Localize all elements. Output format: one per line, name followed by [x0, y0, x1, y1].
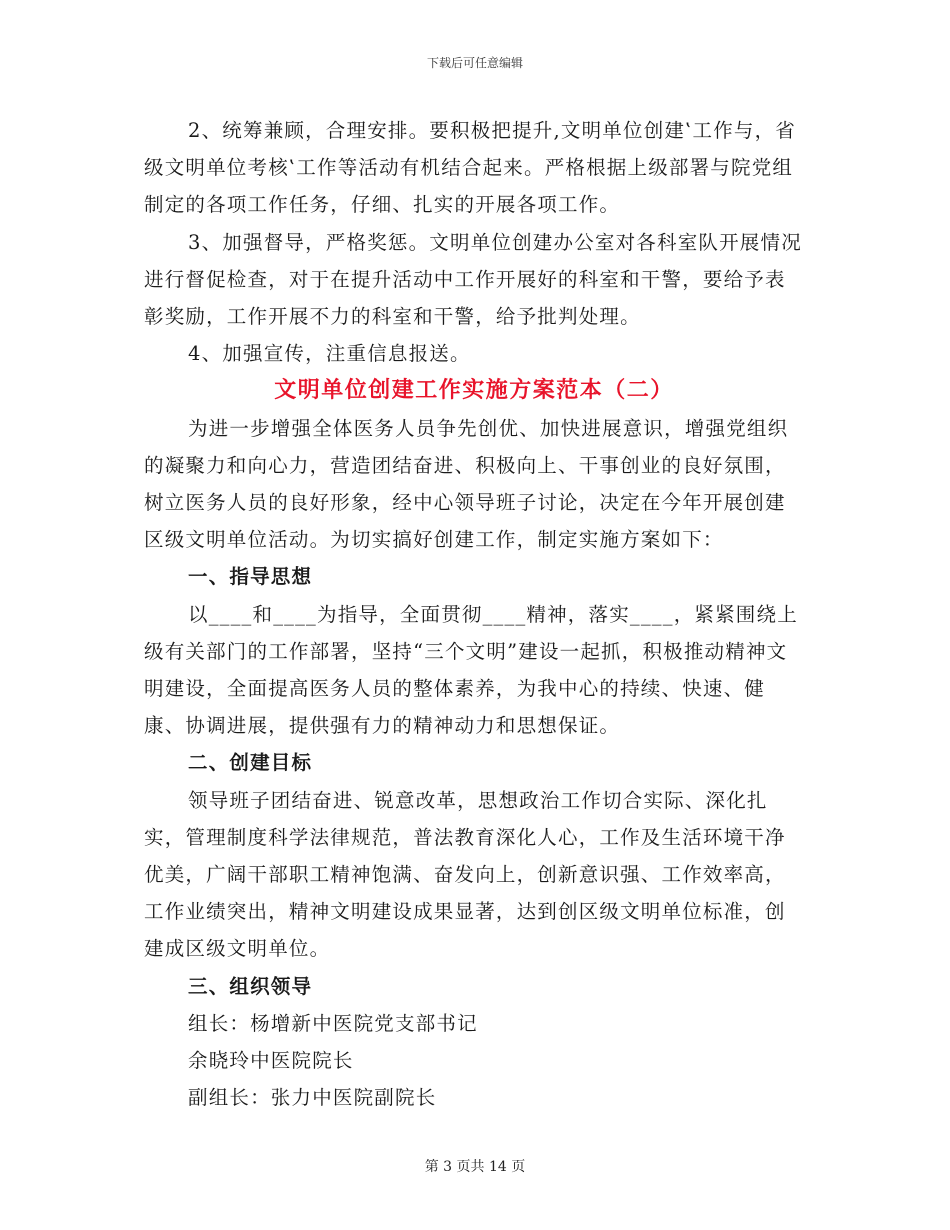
- heading-creation-goals: 二、创建目标: [188, 751, 313, 775]
- paragraph-item-2: 2、统筹兼顾，合理安排。要积极把提升,文明单位创建‛工作与，省级文明单位考核‛工作等活动有机结合起来。严格根据上级部署与院党组制定的各项工作任务，仔细、扎实的开展各项工作。: [144, 119, 797, 217]
- paragraph-item-4: 4、加强宣传，注重信息报送。: [188, 342, 471, 366]
- deputy-leader-line: 副组长：张力中医院副院长: [188, 1086, 437, 1110]
- page-footer: 第 3 页共 14 页: [424, 1159, 526, 1175]
- creation-goals-paragraph: 领导班子团结奋进、锐意改革，思想政治工作切合实际、深化扎实，管理制度科学法律规范，普法教育深化人心，工作及生活环境干净优美，广阔干部职工精神饱满、奋发向上，创新意识强、工作效率高，工作业绩突出，精神文明建设成果显著，达到创区级文明单位标准，创建成区级文明单位。: [144, 788, 786, 961]
- guiding-ideology-paragraph: 以____和____为指导，全面贯彻____精神，落实____，紧紧围绕上级有关部门的工作部署，坚持“三个文明”建设一起抓，积极推动精神文明建设，全面提高医务人员的整体素养，为我中心的持续、快速、健康、协调进展，提供强有力的精神动力和思想保证。: [144, 602, 798, 738]
- document-body: [144, 112, 804, 1116]
- paragraph-item-3: 3、加强督导，严格奖惩。文明单位创建办公室对各科室队开展情况进行督促检查，对于在提升活动中工作开展好的科室和干警，要给予表彰奖励，工作开展不力的科室和干警，给予批判处理。: [144, 230, 802, 329]
- intro-paragraph: 为进一步增强全体医务人员争先创优、加快进展意识，增强党组织的凝聚力和向心力，营造团结奋进、积极向上、干事创业的良好氛围，树立医务人员的良好形象，经中心领导班子讨论，决定在今年开展创建区级文明单位活动。为切实搞好创建工作，制定实施方案如下：: [144, 416, 789, 552]
- page-header: 下载后可任意编辑: [426, 56, 523, 70]
- heading-guiding-ideology: 一、指导思想: [188, 565, 313, 589]
- leader-line: 组长：杨增新中医院党支部书记: [188, 1011, 478, 1035]
- heading-organization-leadership: 三、组织领导: [188, 974, 313, 998]
- section-title: 文明单位创建工作实施方案范本（二）: [274, 377, 674, 404]
- member-line: 余晓玲中医院院长: [188, 1049, 354, 1073]
